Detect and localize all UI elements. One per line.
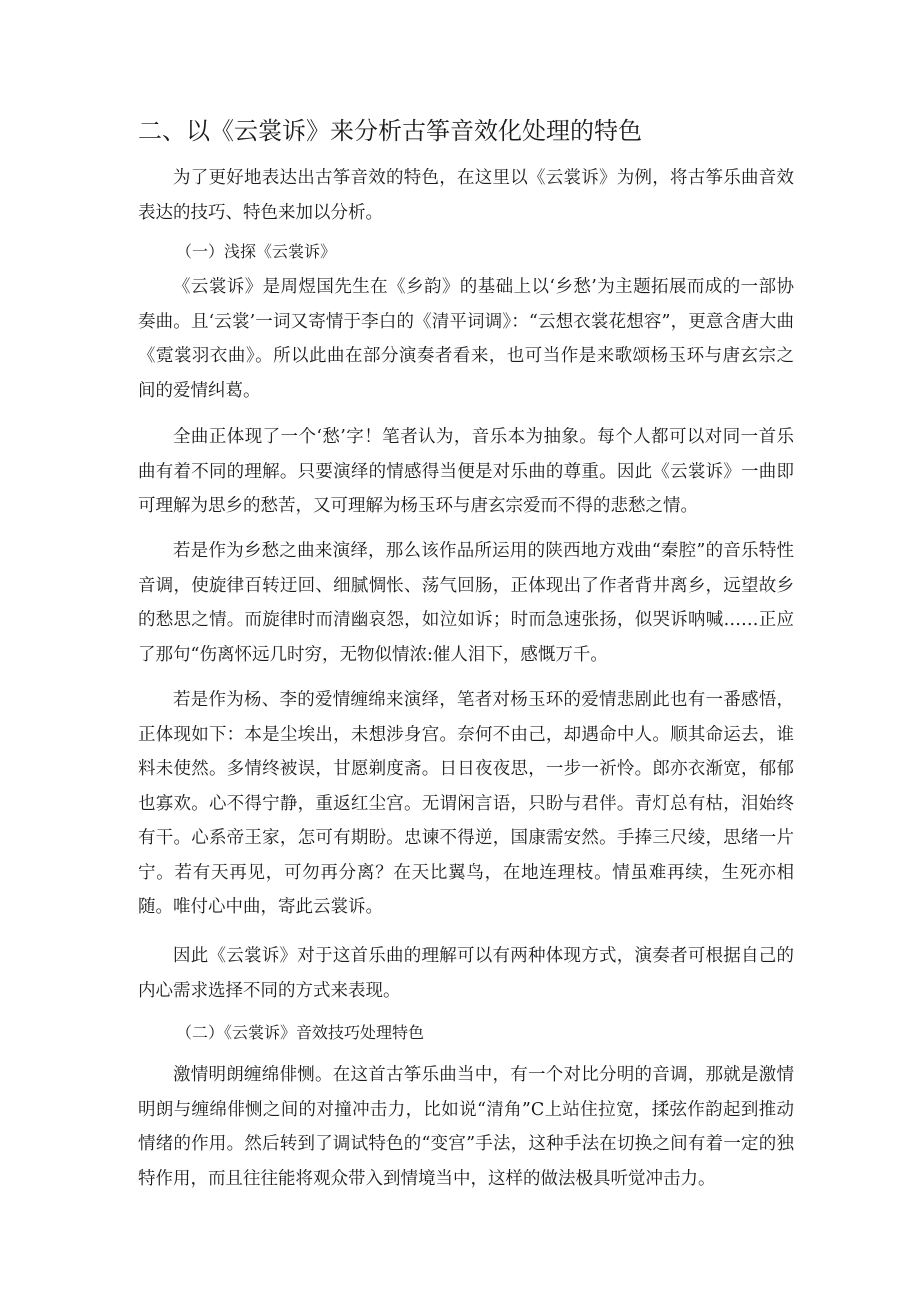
paragraph: 若是作为杨、李的爱情缠绵来演绎，笔者对杨玉环的爱情悲剧此也有一番感悟，正体现如下：本是尘埃出，未想涉身宫。奈何不由己，却遇命中人。顺其命运去，谁料未使然。多情终被误，甘愿剃度斋。日日夜夜思，一步一祈怜。郎亦衣渐宽，郁郁也寡欢。心不得宁静，重返红尘宫。无谓闲言语，只盼与君伴。青灯总有枯，泪始终有干。心系帝王家，怎可有期盼。忠谏不得逆，国康需安然。手捧三尺绫，思绪一片宁。若有天再见，可勿再分离？在天比翼鸟，在地连理枝。情虽难再续，生死亦相随。唯付心中曲，寄此云裳诉。 bbox=[138, 690, 794, 917]
paragraph: 《云裳诉》是周煜国先生在《乡韵》的基础上以‘乡愁’为主题拓展而成的一部协奏曲。且‘云裳’一词又寄情于李白的《清平词调》：“云想衣裳花想容”，更意含唐大曲《霓裳羽衣曲》。所以此曲在部分演奏者看来，也可当作是来歌颂杨玉环与唐玄宗之间的爱情纠葛。 bbox=[138, 277, 794, 401]
paragraph: 若是作为乡愁之曲来演绎，那么该作品所运用的陕西地方戏曲“秦腔”的音乐特性音调，使旋律百转迂回、细腻惆怅、荡气回肠，正体现出了作者背井离乡，远望故乡的愁思之情。而旋律时而清幽哀怨，如泣如诉；时而急速张扬，似哭诉呐喊……正应了那句“伤离怀远几时穷，无物似情浓:催人泪下，感慨万千。 bbox=[138, 541, 794, 665]
intro-paragraph: 为了更好地表达出古筝音效的特色，在这里以《云裳诉》为例，将古筝乐曲音效表达的技巧、特色来加以分析。 bbox=[138, 168, 794, 223]
paragraph: 全曲正体现了一个‘愁’字！笔者认为，音乐本为抽象。每个人都可以对同一首乐曲有着不同的理解。只要演绎的情感得当便是对乐曲的尊重。因此《云裳诉》一曲即可理解为思乡的愁苦，又可理解为杨玉环与唐玄宗爱而不得的悲愁之情。 bbox=[138, 427, 794, 516]
paragraph: 激情明朗缠绵俳恻。在这首古筝乐曲当中，有一个对比分明的音调，那就是激情明朗与缠绵俳恻之间的对撞冲击力，比如说“清角”C上站住拉宽，揉弦作韵起到推动情绪的作用。然后转到了调试特色的“变宫”手法，这种手法在切换之间有着一定的独特作用，而且往往能将观众带入到情境当中，这样的做法极具听觉冲击力。 bbox=[138, 1065, 794, 1189]
paragraph: 因此《云裳诉》对于这首乐曲的理解可以有两种体现方式，演奏者可根据自己的内心需求选择不同的方式来表现。 bbox=[138, 946, 794, 1001]
subsection-heading-1: （一）浅探《云裳诉》 bbox=[176, 242, 337, 261]
section-title: 二、以《云裳诉》来分析古筝音效化处理的特色 bbox=[138, 117, 642, 145]
subsection-heading-2: （二）《云裳诉》音效技巧处理特色 bbox=[176, 1023, 425, 1042]
